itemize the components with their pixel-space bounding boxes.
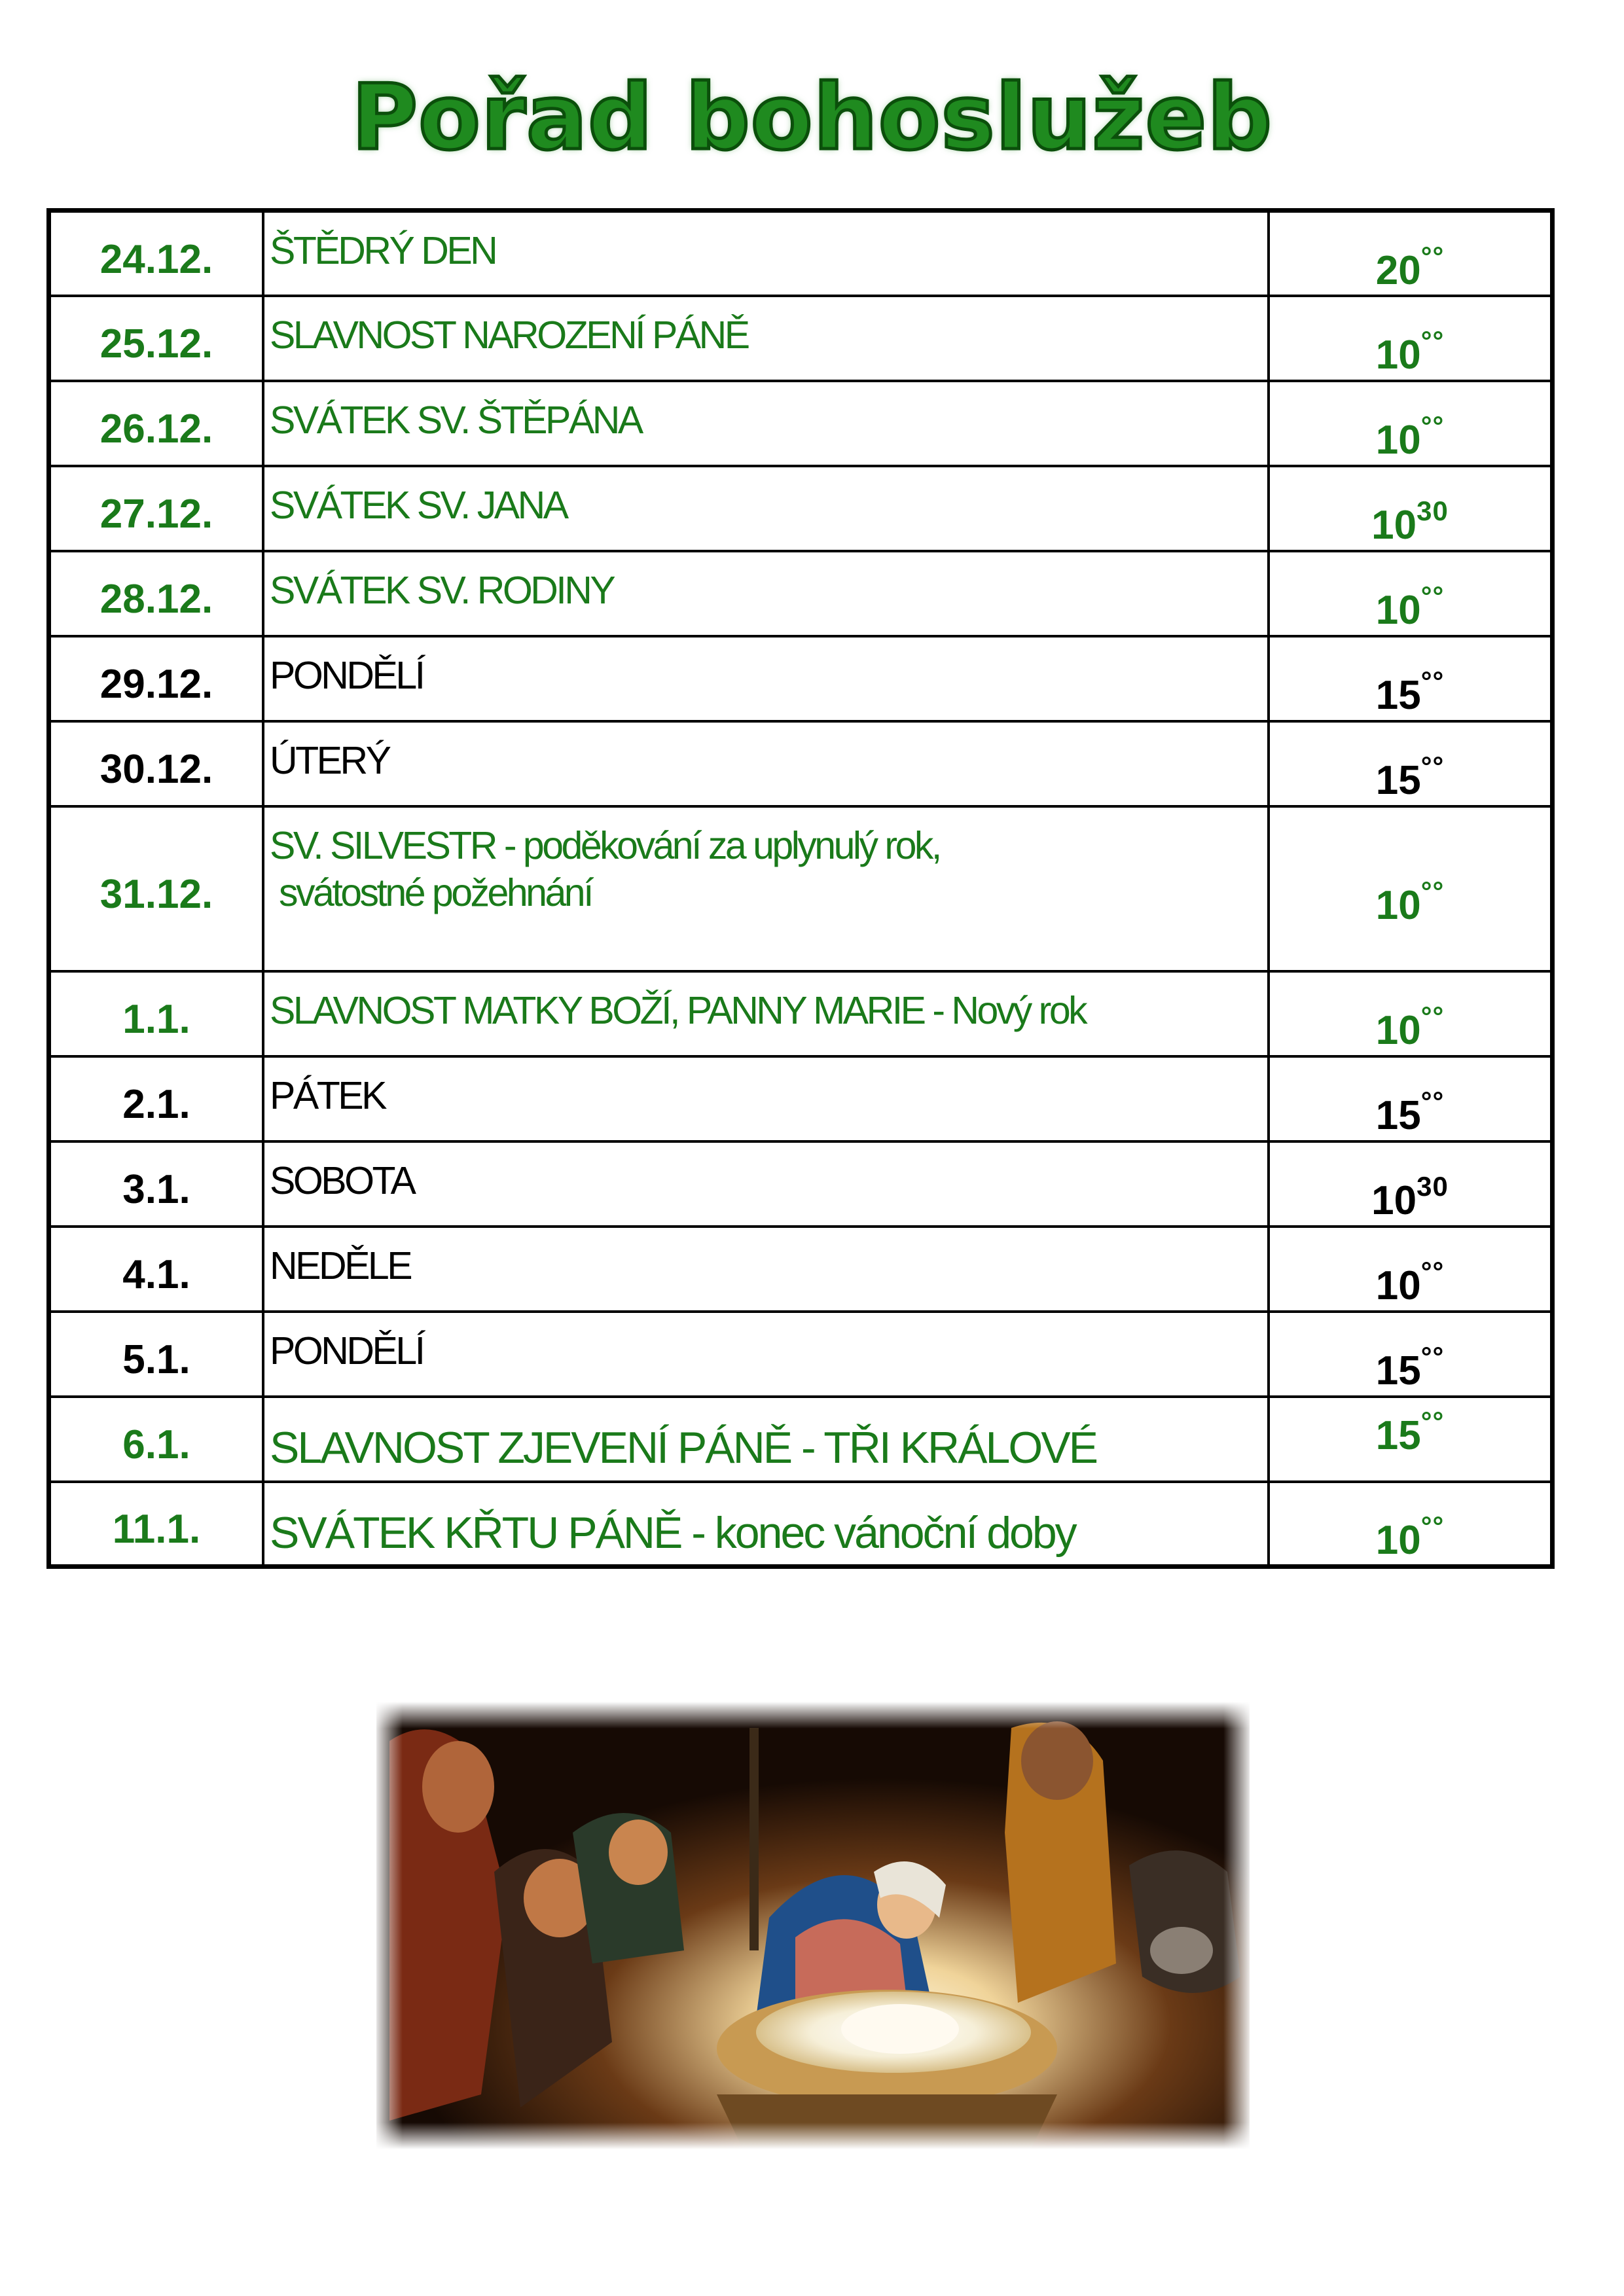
row-time [1269,381,1553,466]
row-time-minutes: °° [1420,325,1445,356]
row-time [1269,551,1553,636]
row-time-minutes: °° [1420,410,1445,441]
row-event-name [263,806,1269,971]
schedule-row [49,636,1553,721]
row-event-name: NEDĚLE [263,1227,1269,1312]
row-time-hour: 10 [1375,418,1421,463]
row-date: 29.12. [49,636,264,721]
row-time-minutes: °° [1420,1001,1445,1031]
schedule-row [49,466,1553,551]
row-time-minutes: °° [1420,1341,1445,1372]
row-event-name: SOBOTA [263,1141,1269,1227]
row-time-hour: 10 [1375,883,1421,928]
row-time-hour: 10 [1371,503,1417,548]
row-event-name: ÚTERÝ [263,721,1269,806]
row-time-minutes: °° [1420,1256,1445,1287]
row-time-minutes: 30 [1416,495,1449,526]
schedule-row [49,211,1553,296]
row-date: 24.12. [49,211,264,296]
row-date: 3.1. [49,1141,264,1227]
schedule-row [49,1482,1553,1567]
nativity-scene-image [376,1702,1250,2149]
row-event-name: SLAVNOST ZJEVENÍ PÁNĚ - TŘI KRÁLOVÉ [263,1397,1269,1482]
schedule-row [49,1397,1553,1482]
row-time [1269,466,1553,551]
row-time [1269,1312,1553,1397]
row-time-hour: 15 [1375,1093,1421,1138]
row-date: 11.1. [49,1482,264,1567]
row-time [1269,1141,1553,1227]
row-date: 30.12. [49,721,264,806]
row-time-minutes: °° [1420,1086,1445,1117]
row-time [1269,1227,1553,1312]
row-time [1269,296,1553,381]
page-title: Pořad bohoslužeb [352,65,1272,170]
row-time-hour: 15 [1375,1348,1421,1393]
service-schedule-table [46,208,1555,1569]
row-time [1269,1397,1553,1482]
row-time-minutes: °° [1420,751,1445,781]
row-time-hour: 15 [1375,1413,1421,1458]
schedule-row [49,551,1553,636]
row-event-name: SVÁTEK SV. ŠTĚPÁNA [263,381,1269,466]
row-date: 25.12. [49,296,264,381]
row-time [1269,211,1553,296]
row-time-minutes: °° [1420,240,1445,272]
row-event-name-line1: SV. SILVESTR - poděkování za uplynulý rok, [270,823,940,867]
row-event-name: SLAVNOST NAROZENÍ PÁNĚ [263,296,1269,381]
schedule-row [49,381,1553,466]
row-time-minutes: °° [1420,1406,1445,1437]
row-time [1269,1482,1553,1567]
row-time [1269,971,1553,1056]
row-date: 28.12. [49,551,264,636]
row-time [1269,636,1553,721]
row-time-minutes: °° [1420,876,1445,906]
row-time-minutes: °° [1420,581,1445,611]
row-time [1269,1056,1553,1141]
schedule-row [49,296,1553,381]
row-time-minutes: °° [1420,666,1445,696]
schedule-row [49,806,1553,971]
row-event-name: ŠTĚDRÝ DEN [263,211,1269,296]
row-time-hour: 10 [1375,332,1421,378]
row-date: 6.1. [49,1397,264,1482]
row-time-minutes: °° [1420,1511,1445,1542]
row-time-minutes: 30 [1416,1171,1449,1202]
row-event-name: PÁTEK [263,1056,1269,1141]
row-time-hour: 10 [1371,1178,1417,1223]
row-time-hour: 10 [1375,1263,1421,1308]
schedule-row [49,971,1553,1056]
row-time-hour: 10 [1375,1518,1421,1564]
row-time-hour: 15 [1375,758,1421,803]
schedule-row [49,1141,1553,1227]
row-event-name: PONDĚLÍ [263,1312,1269,1397]
row-date: 4.1. [49,1227,264,1312]
row-time-hour: 20 [1375,247,1421,293]
row-time [1269,806,1553,971]
row-date: 27.12. [49,466,264,551]
schedule-row [49,1227,1553,1312]
schedule-body [49,211,1553,1567]
row-time-hour: 15 [1375,673,1421,718]
row-time-hour: 10 [1375,588,1421,633]
row-event-name: SVÁTEK KŘTU PÁNĚ - konec vánoční doby [263,1482,1269,1567]
row-time-hour: 10 [1375,1008,1421,1053]
schedule-row [49,1312,1553,1397]
row-event-name: SLAVNOST MATKY BOŽÍ, PANNY MARIE - Nový rok [263,971,1269,1056]
row-event-name: SVÁTEK SV. JANA [263,466,1269,551]
row-date: 2.1. [49,1056,264,1141]
row-date: 31.12. [49,806,264,971]
schedule-row [49,1056,1553,1141]
schedule-row [49,721,1553,806]
row-event-name: SVÁTEK SV. RODINY [263,551,1269,636]
row-date: 1.1. [49,971,264,1056]
row-date: 26.12. [49,381,264,466]
row-event-name: PONDĚLÍ [263,636,1269,721]
row-date: 5.1. [49,1312,264,1397]
row-time [1269,721,1553,806]
row-event-name-line2: svátostné požehnání [279,870,592,914]
